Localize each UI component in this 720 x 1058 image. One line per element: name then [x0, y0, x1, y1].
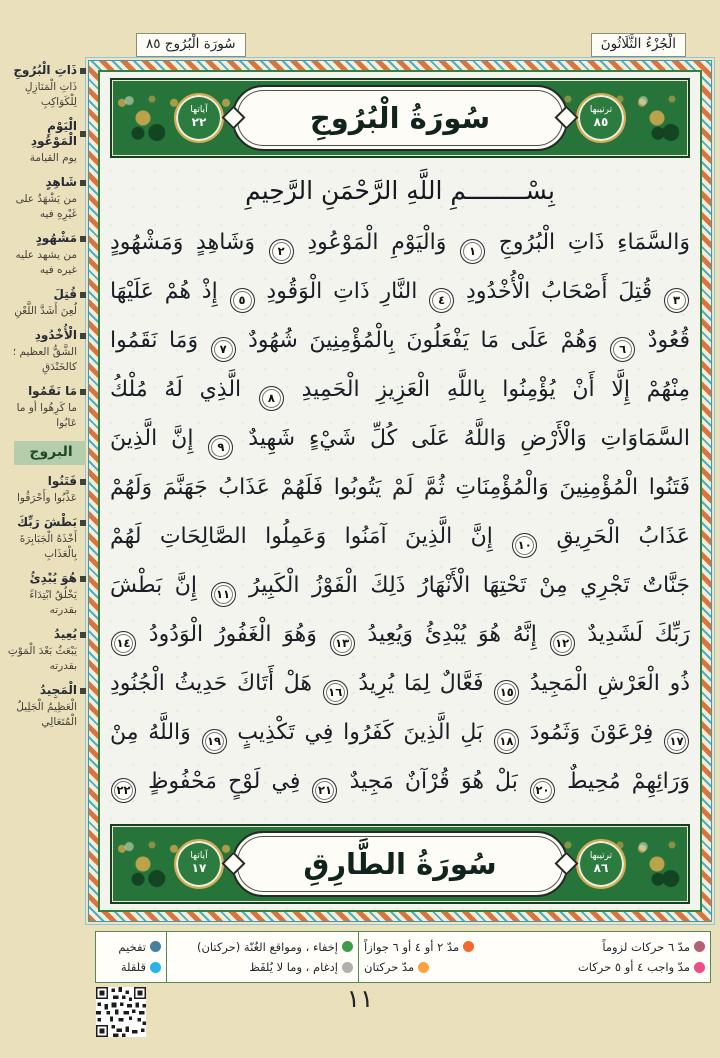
glossary-explanation: أَخْذَهُ الْجَبَابِرَةَ بِالْعَذَابِ — [19, 533, 77, 560]
glossary-term-text: الْأُخْدُودِ — [34, 328, 77, 342]
glossary-term — [2, 119, 86, 149]
page-frame — [88, 60, 712, 922]
band-ornament — [634, 89, 680, 147]
band-ornament — [120, 89, 166, 147]
page-number: ١١ — [346, 984, 374, 1013]
glossary-term — [2, 384, 86, 399]
ayah-marker: ٢٢ — [111, 778, 136, 803]
legend-row — [101, 940, 161, 954]
legend-column — [358, 932, 710, 982]
quran-line: مِنْهُمْ إِلَّا أَنْ يُؤْمِنُوا بِاللَّهِ الْعَزِيزِ الْحَمِيدِ ٨ الَّذِي لَهُ مُلْكُ — [110, 365, 690, 414]
glossary-term-text: يُعِيدُ — [53, 627, 77, 641]
legend-color-dot — [694, 941, 705, 952]
surah-title: سُورَةُ الطَّارِقِ — [303, 847, 497, 881]
page-body — [98, 70, 702, 912]
quran-lines — [110, 218, 690, 806]
order-label: ترتيبها — [589, 105, 613, 116]
glossary-term — [2, 474, 86, 489]
surah-page-label: سُورَة الْبُرُوج ٨٥ — [136, 33, 246, 57]
quran-line: رَبِّكَ لَشَدِيدٌ ١٢ إِنَّهُ هُوَ يُبْدِئُ وَيُعِيدُ ١٣ وَهُوَ الْغَفُورُ الْوَدُودُ ١٤ — [110, 610, 690, 659]
legend-label: مدّ واجب ٤ أو ٥ حركات — [577, 960, 690, 975]
ayah-marker: ١٨ — [494, 729, 519, 754]
legend-item — [197, 940, 353, 954]
glossary-term-text: الْمَجِيدُ — [39, 683, 77, 697]
glossary-term-text: فَتَنُوا — [47, 474, 77, 488]
ayah-marker: ١٥ — [494, 680, 519, 705]
square-bullet-icon — [80, 520, 86, 526]
ayat-medallion — [174, 839, 224, 889]
glossary-explanation: لُعِنَ أَشَدَّ اللَّعْنِ — [14, 305, 77, 317]
legend-item — [578, 960, 705, 974]
legend-row — [364, 940, 705, 954]
legend-item — [602, 940, 705, 954]
glossary-explanation: الشَّقُّ العظيم ؛ كالخَنْدَقِ — [12, 346, 77, 373]
ayah-marker: ٨ — [259, 386, 284, 411]
margin-glossary — [2, 54, 86, 988]
surah-title-cartouche — [232, 85, 568, 151]
legend-row — [172, 960, 353, 974]
legend-item — [364, 960, 429, 974]
ayah-marker: ٤ — [429, 288, 454, 313]
order-medallion — [576, 93, 626, 143]
ayah-marker: ٥ — [230, 288, 255, 313]
legend-row — [172, 940, 353, 954]
quran-line: وَرَائِهِمْ مُحِيطٌ ٢٠ بَلْ هُوَ قُرْآنٌ مَجِيدٌ ٢١ فِي لَوْحٍ مَحْفُوظٍ ٢٢ — [110, 757, 690, 806]
juz-label: الْجُزْءُ الثَّلَاثُونَ — [591, 33, 686, 57]
glossary-explanation: ما كَرِهُوا أو ما عَابُوا — [16, 402, 77, 429]
ayat-label: آياتها — [190, 851, 208, 862]
bismillah: بِسْــــــــمِ اللَّهِ الرَّحْمَنِ الرَّحِيمِ — [245, 176, 555, 205]
quran-line: ذُو الْعَرْشِ الْمَجِيدُ ١٥ فَعَّالٌ لِمَا يُرِيدُ ١٦ هَلْ أَتَاكَ حَدِيثُ الْجُنُودِ — [110, 659, 690, 708]
ayah-marker: ١٠ — [512, 533, 537, 558]
glossary-term — [2, 683, 86, 698]
ayah-marker: ١٩ — [202, 729, 227, 754]
ayat-count: ٢٢ — [191, 115, 207, 130]
legend-color-dot — [463, 941, 474, 952]
ayah-marker: ٧ — [211, 337, 236, 362]
glossary-term-text: بَطْشَ رَبِّكَ — [17, 515, 77, 529]
square-bullet-icon — [80, 688, 86, 694]
tajweed-legend — [95, 931, 711, 983]
glossary-term-text: هُوَ يُبْدِئُ — [29, 571, 77, 585]
ayah-marker: ٢١ — [312, 778, 337, 803]
glossary-explanation: من يشهد عليه غيره فيه — [15, 249, 77, 276]
legend-label: مدّ ٦ حركات لزوماً — [602, 939, 690, 954]
glossary-term — [2, 515, 86, 530]
ayah-marker: ١ — [460, 239, 485, 264]
legend-label: مدّ ٢ أو ٤ أو ٦ جوازاً — [364, 939, 460, 954]
legend-color-dot — [694, 962, 705, 973]
band-ornament — [634, 835, 680, 893]
glossary-explanation: ذَاتِ الْمَنَازِلِ لِلْكَوَاكِبِ — [24, 81, 77, 108]
glossary-term — [2, 175, 86, 190]
quran-line: فَتَنُوا الْمُؤْمِنِينَ وَالْمُؤْمِنَاتِ ثُمَّ لَمْ يَتُوبُوا فَلَهُمْ عَذَابُ جَهَنَّمَ وَلَهُمْ — [110, 475, 690, 500]
band-ornament — [120, 835, 166, 893]
glossary-term-text: ذَاتِ الْبُرُوجِ — [13, 63, 77, 77]
legend-color-dot — [418, 962, 429, 973]
surah-title-cartouche — [232, 831, 568, 897]
quran-line: جَنَّاتٌ تَجْرِي مِنْ تَحْتِهَا الْأَنْهَارُ ذَلِكَ الْفَوْزُ الْكَبِيرُ ١١ إِنَّ بَطْشَ — [110, 561, 690, 610]
legend-color-dot — [342, 941, 353, 952]
surah-thumb-tab: البروج — [14, 441, 86, 465]
glossary-explanation: الْعَظِيمُ الْجَلِيلُ الْمُتَعَالِي — [16, 701, 77, 728]
qr-code — [96, 987, 146, 1037]
glossary-explanation: يوم القيامة — [29, 152, 77, 164]
glossary-term — [2, 231, 86, 246]
square-bullet-icon — [80, 131, 86, 137]
glossary-term-text: مَشْهُودٍ — [35, 231, 77, 245]
legend-row — [364, 960, 705, 974]
legend-color-dot — [342, 962, 353, 973]
square-bullet-icon — [80, 180, 86, 186]
quran-line: قُعُودٌ ٦ وَهُمْ عَلَى مَا يَفْعَلُونَ بِالْمُؤْمِنِينَ شُهُودٌ ٧ وَمَا نَقَمُوا — [110, 316, 690, 365]
quran-line: ١٧ فِرْعَوْنَ وَثَمُودَ ١٨ بَلِ الَّذِينَ كَفَرُوا فِي تَكْذِيبٍ ١٩ وَاللَّهُ مِنْ — [110, 708, 690, 757]
glossary-term-text: قُتِلَ — [53, 287, 77, 301]
legend-label: قلقلة — [120, 960, 146, 975]
square-bullet-icon — [80, 333, 86, 339]
legend-column — [96, 932, 166, 982]
order-label: ترتيبها — [589, 851, 613, 862]
square-bullet-icon — [80, 632, 86, 638]
glossary-term — [2, 627, 86, 642]
quran-line: عَذَابُ الْحَرِيقِ ١٠ إِنَّ الَّذِينَ آمَنُوا وَعَمِلُوا الصَّالِحَاتِ لَهُمْ — [110, 512, 690, 561]
glossary-explanation: من يَشْهَدُ على غَيْرِهِ فيه — [15, 193, 77, 220]
legend-item — [249, 960, 353, 974]
ayah-marker: ١٧ — [664, 729, 689, 754]
surah-header-tariq — [110, 824, 690, 904]
ayat-label: آياتها — [190, 105, 208, 116]
legend-item — [364, 940, 474, 954]
order-number: ٨٥ — [593, 115, 609, 130]
legend-color-dot — [150, 941, 161, 952]
legend-item — [118, 940, 161, 954]
quran-line: وَالسَّمَاءِ ذَاتِ الْبُرُوجِ ١ وَالْيَوْمِ الْمَوْعُودِ ٢ وَشَاهِدٍ وَمَشْهُودٍ — [110, 218, 690, 267]
square-bullet-icon — [80, 292, 86, 298]
ayah-marker: ٢٠ — [530, 778, 555, 803]
legend-row — [101, 960, 161, 974]
quran-line: ٣ قُتِلَ أَصْحَابُ الْأُخْدُودِ ٤ النَّارِ ذَاتِ الْوَقُودِ ٥ إِذْ هُمْ عَلَيْهَا — [110, 267, 690, 316]
ayah-marker: ١٤ — [111, 631, 136, 656]
glossary-explanation: عَذَّبُوا وأَحْرَقُوا — [16, 492, 77, 504]
legend-label: مدّ حركتان — [364, 960, 415, 975]
glossary-term — [2, 571, 86, 586]
glossary-term-text: مَا نَقَمُوا — [28, 384, 77, 398]
square-bullet-icon — [80, 389, 86, 395]
order-number: ٨٦ — [593, 861, 609, 876]
glossary-term-text: الْيَوْمِ الْمَوْعُودِ — [30, 119, 77, 148]
order-medallion — [576, 839, 626, 889]
spacer — [110, 806, 690, 818]
ayah-marker: ٣ — [664, 288, 689, 313]
square-bullet-icon — [80, 576, 86, 582]
surah-title: سُورَةُ الْبُرُوجِ — [309, 101, 491, 135]
glossary-term — [2, 328, 86, 343]
ayah-marker: ١٢ — [550, 631, 575, 656]
ayah-marker: ١٦ — [323, 680, 348, 705]
glossary-term — [2, 287, 86, 302]
glossary-term-text: شَاهِدٍ — [45, 175, 77, 189]
ayah-marker: ١١ — [211, 582, 236, 607]
legend-column — [166, 932, 358, 982]
ayah-marker: ٩ — [208, 435, 233, 460]
glossary-explanation: يَخْلُقُ ابْتِدَاءً بقدرته — [29, 589, 77, 616]
glossary-term — [2, 63, 86, 78]
ayat-count: ١٧ — [191, 861, 207, 876]
ayat-medallion — [174, 93, 224, 143]
legend-color-dot — [150, 962, 161, 973]
ayah-marker: ١٣ — [330, 631, 355, 656]
legend-item — [121, 960, 161, 974]
legend-label: إدغام ، وما لا يُلفَظ — [249, 960, 338, 975]
quran-line: السَّمَاوَاتِ وَالْأَرْضِ وَاللَّهُ عَلَى كُلِّ شَيْءٍ شَهِيدٌ ٩ إِنَّ الَّذِينَ — [110, 414, 690, 463]
glossary-explanation: يَبْعَثُ بَعْدَ الْمَوْتِ بقدرته — [7, 645, 77, 672]
square-bullet-icon — [80, 68, 86, 74]
square-bullet-icon — [80, 479, 86, 485]
ayah-marker: ٢ — [269, 239, 294, 264]
surah-header-buruj — [110, 78, 690, 158]
legend-label: إخفاء ، ومواقع الغُنّة (حركتان) — [196, 939, 338, 954]
ayah-marker: ٦ — [610, 337, 635, 362]
legend-label: تفخيم — [118, 939, 146, 954]
square-bullet-icon — [80, 236, 86, 242]
